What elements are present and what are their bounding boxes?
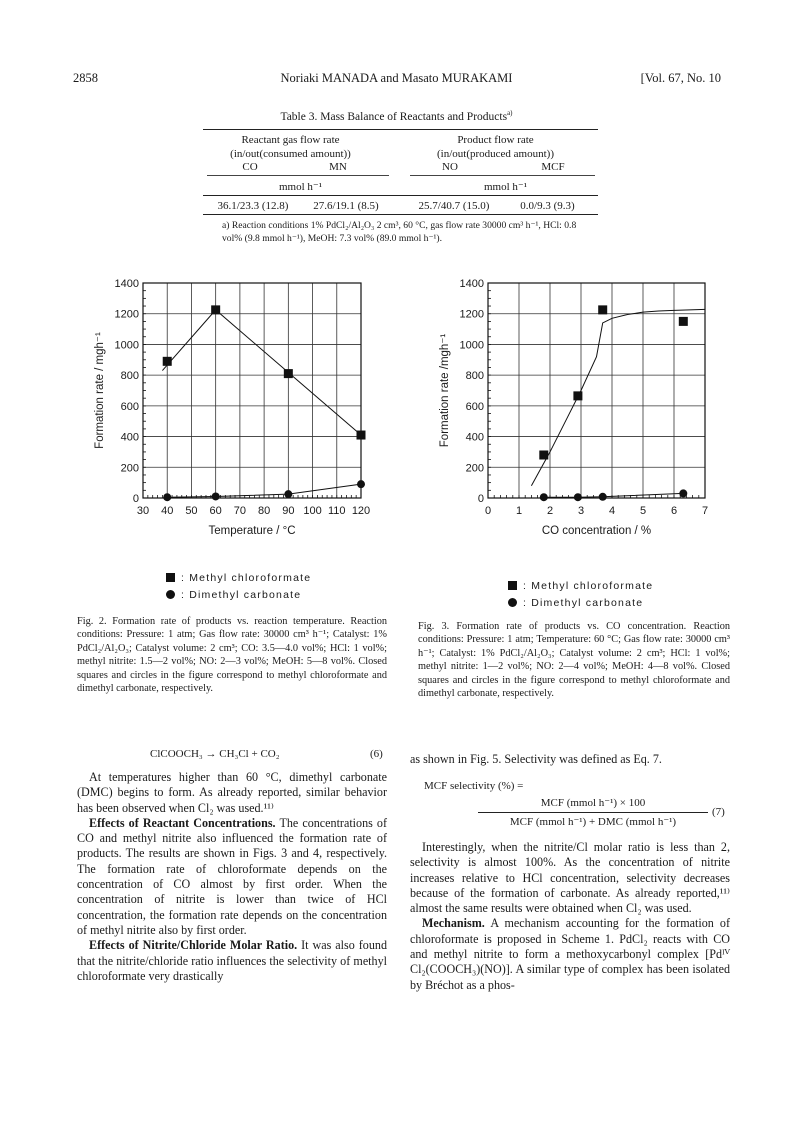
table-title: Table 3. Mass Balance of Reactants and Products$^{a)}$: [280, 109, 513, 123]
table-col-no: NO: [442, 161, 458, 173]
x-tick-label: 2: [546, 505, 554, 517]
x-tick-label: 70: [233, 505, 247, 517]
x-tick-label: 0: [484, 505, 492, 517]
y-tick-label: 800: [120, 370, 139, 383]
y-tick-label: 800: [465, 370, 484, 383]
data-point-circle: [679, 489, 687, 497]
x-axis-label: Temperature / °C: [208, 525, 296, 537]
data-point-square: [284, 369, 293, 378]
x-tick-label: 100: [303, 505, 322, 517]
table-value-mn: 27.6/19.1 (8.5): [313, 200, 379, 212]
y-tick-label: 400: [120, 431, 139, 444]
circle-marker-icon: [508, 598, 517, 607]
section-heading-mechanism: Mechanism.: [422, 916, 485, 931]
data-point-square: [539, 451, 548, 460]
y-tick-label: 0: [132, 493, 139, 505]
page-number: 2858: [73, 71, 98, 85]
journal-volume: [Vol. 67, No. 10: [640, 71, 721, 85]
data-point-square: [573, 391, 582, 400]
figure-2-chart: [88, 275, 388, 545]
y-axis-label: Formation rate / mgh⁻¹: [94, 332, 106, 449]
table-value-mcf: 0.0/9.3 (9.3): [520, 200, 575, 212]
table-bottom-rule: [203, 214, 598, 215]
trend-line: [162, 310, 361, 435]
table-unit-product: mmol h⁻¹: [483, 181, 528, 193]
data-point-square: [679, 317, 688, 326]
table-title-footnote-mark: a): [507, 109, 513, 117]
x-tick-label: 50: [185, 505, 198, 517]
table-mid-rule: [203, 195, 598, 196]
y-tick-label: 200: [465, 462, 484, 475]
x-tick-label: 1: [515, 505, 523, 517]
legend-item-dimethyl-carbonate: : Dimethyl carbonate: [508, 595, 653, 612]
y-tick-label: 400: [465, 431, 484, 444]
equation-7-lhs: MCF selectivity (%) =: [424, 780, 524, 792]
y-tick-label: 0: [477, 493, 484, 505]
x-tick-label: 5: [639, 505, 647, 517]
figure-2-legend: [166, 570, 311, 604]
legend-item-methyl-chloroformate: : Methyl chloroformate: [508, 578, 653, 595]
table-group-product-sub: (in/out(produced amount)): [437, 148, 554, 160]
table-subrule-left: [207, 175, 389, 176]
data-point-square: [211, 305, 220, 314]
data-point-circle: [212, 492, 220, 500]
equation-6: ClCOOCH₃ → CH₃Cl + CO₂: [150, 748, 280, 760]
equation-7-number: (7): [712, 806, 725, 818]
table-unit-reactant: mmol h⁻¹: [278, 181, 323, 193]
x-axis-label: CO concentration / %: [541, 525, 652, 537]
data-point-square: [598, 305, 607, 314]
table-value-co: 36.1/23.3 (12.8): [217, 200, 289, 212]
x-tick-label: 3: [577, 505, 585, 517]
plot-frame: [488, 283, 705, 498]
x-tick-label: 6: [670, 505, 678, 517]
data-point-circle: [599, 493, 607, 501]
plot-frame: [143, 283, 361, 498]
table-subrule-right: [410, 175, 595, 176]
x-tick-label: 120: [351, 505, 371, 517]
y-tick-label: 1400: [459, 278, 484, 290]
data-point-circle: [357, 480, 365, 488]
x-tick-label: 110: [328, 505, 346, 517]
circle-marker-icon: [166, 590, 175, 599]
square-marker-icon: [166, 573, 175, 582]
table-group-product: Product flow rate: [457, 134, 534, 146]
data-point-square: [163, 357, 172, 366]
x-tick-label: 90: [282, 505, 295, 517]
data-point-circle: [540, 493, 548, 501]
trend-line: [544, 493, 684, 497]
paragraph-molar-ratio: Effects of Nitrite/Chloride Molar Ratio. It was also found that the nitrite/chloride ratio influences the selectivity of methyl chloroformate very drastically: [77, 938, 387, 983]
y-tick-label: 600: [465, 400, 484, 413]
x-tick-label: 80: [257, 505, 271, 517]
data-point-square: [357, 431, 366, 440]
table-group-reactant: Reactant gas flow rate: [241, 134, 340, 146]
right-column-intro: as shown in Fig. 5. Selectivity was defined as Eq. 7.: [410, 752, 662, 766]
paragraph-mechanism: Mechanism. A mechanism accounting for the formation of chloroformate is proposed in Scheme 1. PdCl₂ reacts with CO and methyl nitrite to form a methoxycarbonyl complex [Pdᴵⱽ Cl₂(COOCH₃)(NO)]. A similar type of complex has been isolated by Bréchot as a phos-: [410, 916, 731, 992]
figure-3-caption: Fig. 3. Formation rate of products vs. CO concentration. Reaction conditions: Pressure: 1 atm; Temperature: 60 °C; Gas flow rate: 30000 cm³ h⁻¹; Catalyst: 1% PdCl₂/Al₂O₃; Catalyst volume: 2 cm³; HCl: 1 vol%; methyl nitrite: 1—2 vol%; NO: 2—4 vol%; MeOH: 4—8 vol%. Closed squares and circles in the figure correspond to methyl chloroformate and dimethyl carbonate, respectively.: [418, 621, 730, 700]
table-col-co: CO: [242, 161, 258, 173]
right-column-text: [410, 840, 730, 993]
section-heading-molar-ratio: Effects of Nitrite/Chloride Molar Ratio.: [89, 938, 298, 953]
data-point-circle: [284, 490, 292, 498]
square-marker-icon: [508, 581, 517, 590]
data-point-circle: [163, 493, 171, 501]
equation-7-fraction-bar: [478, 812, 708, 813]
x-tick-label: 4: [608, 505, 616, 517]
equation-7-denominator: MCF (mmol h⁻¹) + DMC (mmol h⁻¹): [509, 816, 677, 828]
table-col-mcf: MCF: [541, 161, 565, 173]
figure-3-legend: [508, 578, 653, 612]
table-footnote: a) Reaction conditions 1% PdCl₂/Al₂O₃ 2 cm³, 60 °C, gas flow rate 30000 cm³ h⁻¹, HCl: 0.8 vol% (9.8 mmol h⁻¹), MeOH: 7.3 vol% (89.0 mmol h⁻¹).: [222, 220, 577, 244]
legend-item-dimethyl-carbonate: : Dimethyl carbonate: [166, 587, 311, 604]
left-column-text: [77, 770, 387, 984]
x-tick-label: 60: [209, 505, 222, 517]
x-tick-label: 7: [701, 505, 709, 517]
x-tick-label: 40: [161, 505, 174, 517]
section-heading-reactant-conc: Effects of Reactant Concentrations.: [89, 815, 276, 830]
paragraph-selectivity: Interestingly, when the nitrite/Cl molar ratio is less than 2, selectivity is almost 100%. As the concentration of nitrite increases relative to HCl concentration, selectivity decreases because of the formation of carbonate. As already reported,¹¹⁾ almost the same results were obtained when Cl₂ was used.: [410, 840, 730, 916]
x-tick-label: 30: [136, 505, 150, 517]
y-tick-label: 1000: [459, 339, 484, 352]
equation-7-numerator: MCF (mmol h⁻¹) × 100: [540, 797, 646, 809]
y-tick-label: 1400: [114, 278, 139, 290]
legend-item-methyl-chloroformate: : Methyl chloroformate: [166, 570, 311, 587]
equation-6-number: (6): [370, 748, 383, 760]
table-col-mn: MN: [329, 161, 347, 173]
y-tick-label: 600: [120, 400, 139, 413]
data-point-circle: [574, 493, 582, 501]
table-value-no: 25.7/40.7 (15.0): [418, 200, 490, 212]
y-tick-label: 200: [120, 462, 139, 475]
running-authors: Noriaki MANADA and Masato MURAKAMI: [280, 71, 513, 85]
figure-2-caption: Fig. 2. Formation rate of products vs. reaction temperature. Reaction conditions: Pressure: 1 atm; Gas flow rate: 30000 cm³ h⁻¹; Catalyst: 1% PdCl₂/Al₂O₃; Catalyst volume: 2 cm³; CO: 3.5—4.0 vol%; HCl: 1 vol%; methyl nitrite: 1.5—2 vol%; NO: 2—3 vol%; MeOH: 5—8 vol%. Closed squares and circles in the figure correspond to methyl chloroformate and dimethyl carbonate, respectively.: [77, 616, 387, 695]
paragraph-dmc: At temperatures higher than 60 °C, dimethyl carbonate (DMC) begins to form. As already reported, similar behavior has been observed when Cl₂ was used.¹¹⁾: [77, 770, 387, 815]
y-axis-label: Formation rate /mgh⁻¹: [439, 333, 451, 448]
y-tick-label: 1200: [459, 308, 484, 321]
y-tick-label: 1200: [114, 308, 139, 321]
y-tick-label: 1000: [114, 339, 139, 352]
figure-3-chart: [430, 275, 725, 545]
table-top-rule: [203, 129, 598, 130]
paragraph-reactant-conc: Effects of Reactant Concentrations. The concentrations of CO and methyl nitrite also influenced the formation rate of products. The results are shown in Figs. 3 and 4, respectively. The formation rate of chloroformate depends on the concentration of CO almost by first order. When the concentration of nitrite is lower than twice of HCl concentration, the formation rate depends on the concentration of methyl nitrite also by first order.: [77, 815, 387, 937]
trend-line: [531, 309, 705, 485]
table-group-reactant-sub: (in/out(consumed amount)): [230, 148, 351, 160]
